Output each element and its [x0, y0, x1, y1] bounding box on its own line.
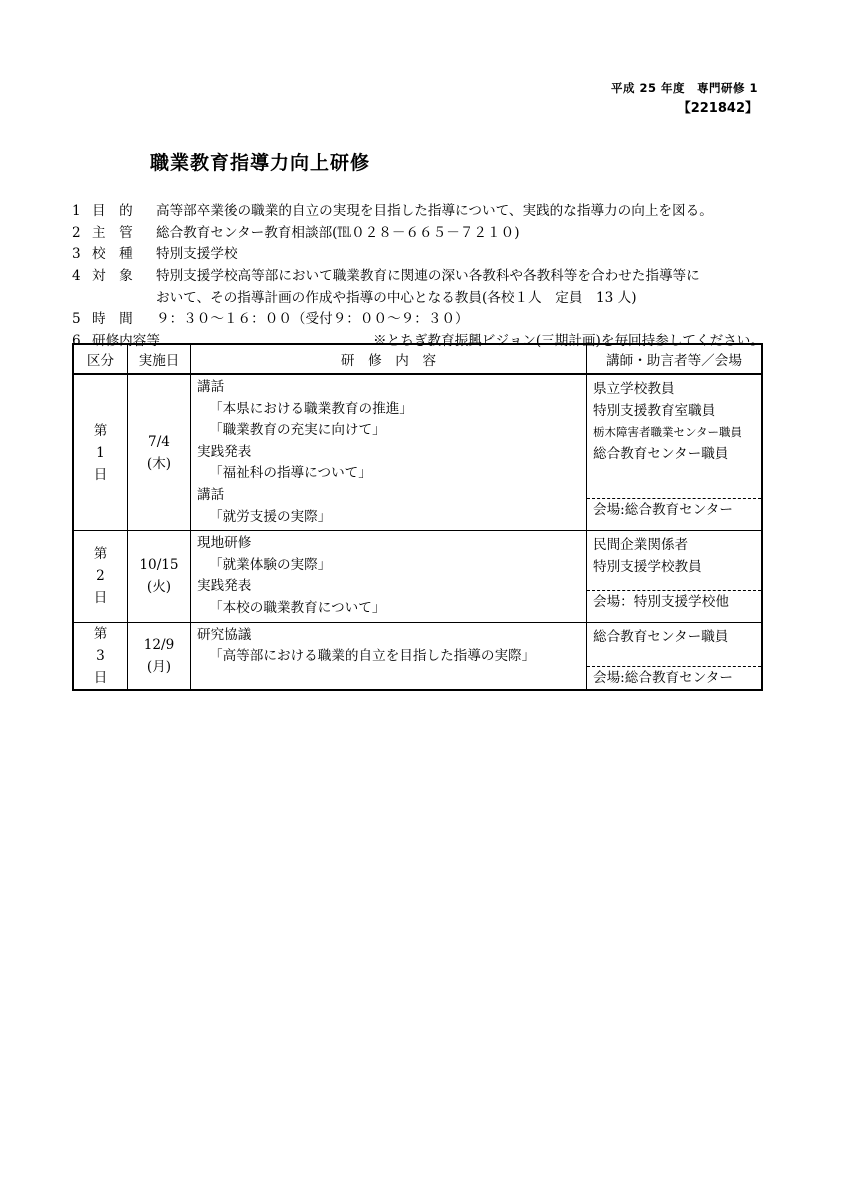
item-note: ※とちぎ教育振興ビジョン(三期計画)を毎回持参してください。 [373, 333, 764, 350]
item-number: 6 [72, 333, 81, 350]
content-topic: 「高等部における職業的自立を目指した指導の実際」 [209, 648, 536, 665]
content-topic: 「本校の職業教育について」 [209, 599, 386, 616]
outline-item-target [72, 266, 772, 288]
day-label-char: 日 [93, 669, 108, 686]
item-label: 研修内容等 [92, 333, 160, 350]
venue-label: 会場:総合教育センター [587, 666, 761, 689]
content-type: 実践発表 [197, 578, 252, 595]
date-value: 7/4 [148, 433, 170, 450]
outline-item-purpose [72, 201, 772, 223]
content-topic: 「就業体験の実際」 [209, 556, 332, 573]
outline-list [72, 201, 772, 353]
item-value: ９：３０～１６：００（受付９：００～９：３０） [156, 311, 469, 328]
table-row [73, 531, 762, 622]
page-title: 職業教育指導力向上研修 [150, 152, 371, 174]
lecturer-name: 県立学校教員 [593, 381, 675, 397]
lecturer-cell [587, 531, 763, 622]
date-value: 10/15 [139, 557, 179, 574]
item-number: 3 [72, 246, 81, 263]
table-row [73, 374, 762, 531]
lecturer-cell [587, 374, 763, 531]
item-label: 校 種 [92, 246, 133, 263]
content-type: 研究協議 [197, 626, 252, 643]
date-cell [128, 531, 191, 622]
item-number: 1 [72, 203, 81, 219]
outline-item-school-type [72, 244, 772, 266]
day-label-char: 日 [93, 590, 108, 607]
course-code: 【221842】 [677, 101, 758, 116]
content-topic: 「本県における職業教育の推進」 [209, 400, 413, 417]
year-course-label: 平成 25 年度 専門研修 1 [610, 81, 758, 95]
table-header-row [73, 344, 762, 374]
lecturer-name: 特別支援教育室職員 [593, 402, 716, 419]
weekday-value: (火) [146, 579, 172, 596]
col-header-content: 研 修 内 容 [191, 344, 587, 374]
content-cell [191, 374, 587, 531]
content-topic: 「福祉科の指導について」 [209, 465, 372, 482]
day-cell [73, 374, 128, 531]
item-value: 特別支援学校 [156, 246, 238, 263]
content-type: 実践発表 [197, 443, 252, 460]
day-label-char: 第 [93, 546, 108, 563]
item-value: 高等部卒業後の職業的自立の実現を目指した指導について、実践的な指導力の向上を図る。 [156, 203, 713, 219]
lecturer-name: 栃木障害者職業センター職員 [593, 425, 743, 440]
item-value: 総合教育センター教育相談部(℡０２８－６６５－７２１０) [156, 224, 520, 241]
item-number: 4 [72, 268, 81, 285]
content-cell [191, 531, 587, 622]
outline-item-target-continuation [72, 288, 772, 310]
lecturer-name: 総合教育センター職員 [593, 445, 729, 462]
item-label: 主 管 [92, 224, 133, 241]
venue-label: 会場:総合教育センター [587, 498, 761, 521]
lecturer-name: 特別支援学校教員 [593, 558, 702, 575]
item-label: 時 間 [92, 311, 133, 328]
item-number: 2 [72, 224, 81, 241]
day-cell [73, 531, 128, 622]
lecturer-cell [587, 622, 763, 690]
date-cell [128, 622, 191, 690]
day-label-char: 日 [93, 466, 108, 483]
weekday-value: (木) [146, 455, 172, 472]
item-label: 対 象 [92, 268, 133, 285]
content-cell [191, 622, 587, 690]
lecturer-name: 民間企業関係者 [593, 537, 689, 554]
table-row [73, 622, 762, 690]
date-value: 12/9 [143, 636, 175, 653]
item-value-continuation: おいて、その指導計画の作成や指導の中心となる教員(各校１人 定員 13 人) [156, 289, 637, 306]
day-label-char: 2 [96, 568, 105, 585]
day-label-char: 第 [93, 625, 108, 642]
item-value: 特別支援学校高等部において職業教育に関連の深い各教科や各教科等を合わせた指導等に [156, 268, 700, 285]
col-header-date: 実施日 [128, 344, 191, 374]
outline-item-time [72, 309, 772, 331]
content-topic: 「就労支援の実際」 [209, 508, 332, 525]
date-cell [128, 374, 191, 531]
weekday-value: (月) [146, 658, 172, 675]
item-label: 目 的 [92, 203, 133, 219]
content-type: 現地研修 [197, 535, 252, 552]
content-topic: 「職業教育の充実に向けて」 [209, 422, 386, 439]
day-cell [73, 622, 128, 690]
col-header-division: 区分 [73, 344, 128, 374]
content-type: 講話 [197, 379, 225, 395]
content-type: 講話 [197, 486, 225, 503]
lecturer-name: 総合教育センター職員 [593, 628, 729, 645]
col-header-lecturer: 講師・助言者等／会場 [587, 344, 763, 374]
day-label-char: 3 [96, 647, 105, 664]
schedule-table [72, 343, 763, 691]
outline-item-organizer [72, 223, 772, 245]
venue-label: 会場：特別支援学校他 [587, 590, 761, 613]
day-label-char: 1 [96, 444, 105, 461]
day-label-char: 第 [93, 422, 108, 439]
item-number: 5 [72, 311, 81, 328]
